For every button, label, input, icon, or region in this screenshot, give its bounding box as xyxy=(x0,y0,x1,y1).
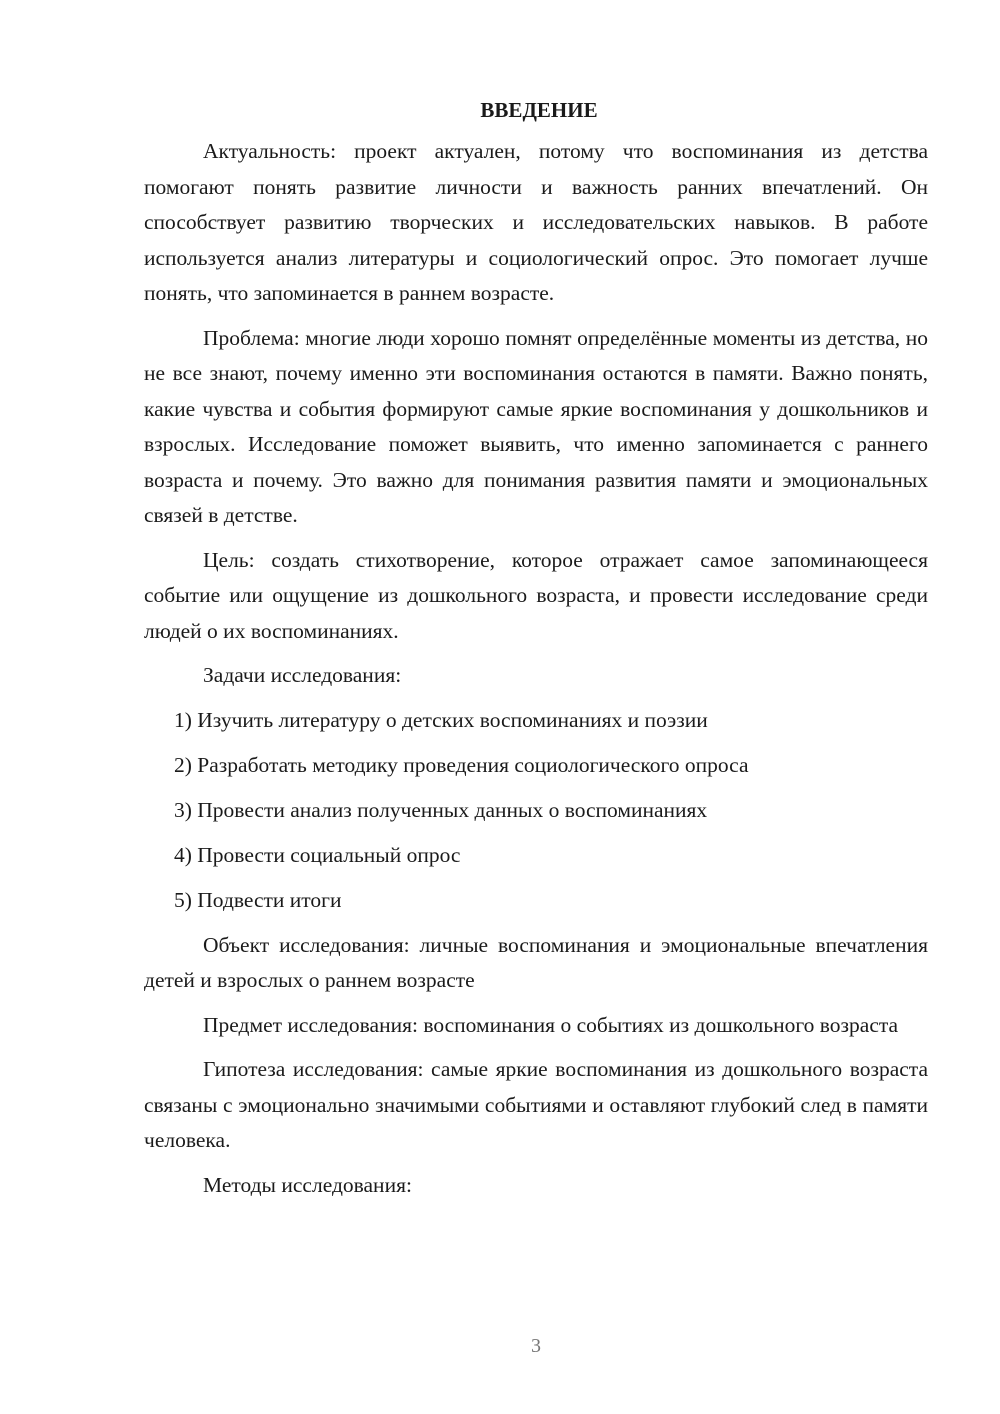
task-item: 2) Разработать методику проведения социологического опроса xyxy=(174,752,749,777)
page-content xyxy=(144,95,928,1212)
task-item: 5) Подвести итоги xyxy=(174,887,342,912)
subject-paragraph: Предмет исследования: воспоминания о событиях из дошкольного возраста xyxy=(203,1012,899,1037)
hypothesis-paragraph: Гипотеза исследования: самые яркие воспоминания из дошкольного возраста связаны с эмоционально значимыми событиями и оставляют глубокий след в памяти человека. xyxy=(144,1057,928,1152)
relevance-paragraph: Актуальность: проект актуален, потому что воспоминания из детства помогают понять развитие личности и важность ранних впечатлений. Он способствует развитию творческих и исследовательских навыков. В работе используется анализ литературы и социологический опрос. Это помогает лучше понять, что запоминается в раннем возрасте. xyxy=(144,139,928,305)
task-item: 1) Изучить литературу о детских воспоминаниях и поэзии xyxy=(174,707,708,732)
object-paragraph: Объект исследования: личные воспоминания и эмоциональные впечатления детей и взрослых о раннем возрасте xyxy=(144,932,928,992)
tasks-heading: Задачи исследования: xyxy=(203,663,402,687)
tasks-list xyxy=(144,703,928,919)
task-item: 4) Провести социальный опрос xyxy=(174,842,461,867)
page-number: 3 xyxy=(531,1335,541,1357)
goal-paragraph: Цель: создать стихотворение, которое отражает самое запоминающееся событие или ощущение из дошкольного возраста, и провести исследование среди людей о их воспоминаниях. xyxy=(144,547,928,643)
methods-heading: Методы исследования: xyxy=(203,1172,412,1197)
problem-paragraph: Проблема: многие люди хорошо помнят определённые моменты из детства, но не все знают, почему именно эти воспоминания остаются в памяти. Важно понять, какие чувства и события формируют самые яркие воспоминания у дошкольников и взрослых. Исследование поможет выявить, что именно запоминается с раннего возраста и почему. Это важно для понимания развития памяти и эмоциональных связей в детстве. xyxy=(144,325,928,527)
page-title: ВВЕДЕНИЕ xyxy=(480,98,598,122)
task-item: 3) Провести анализ полученных данных о воспоминаниях xyxy=(174,797,708,822)
